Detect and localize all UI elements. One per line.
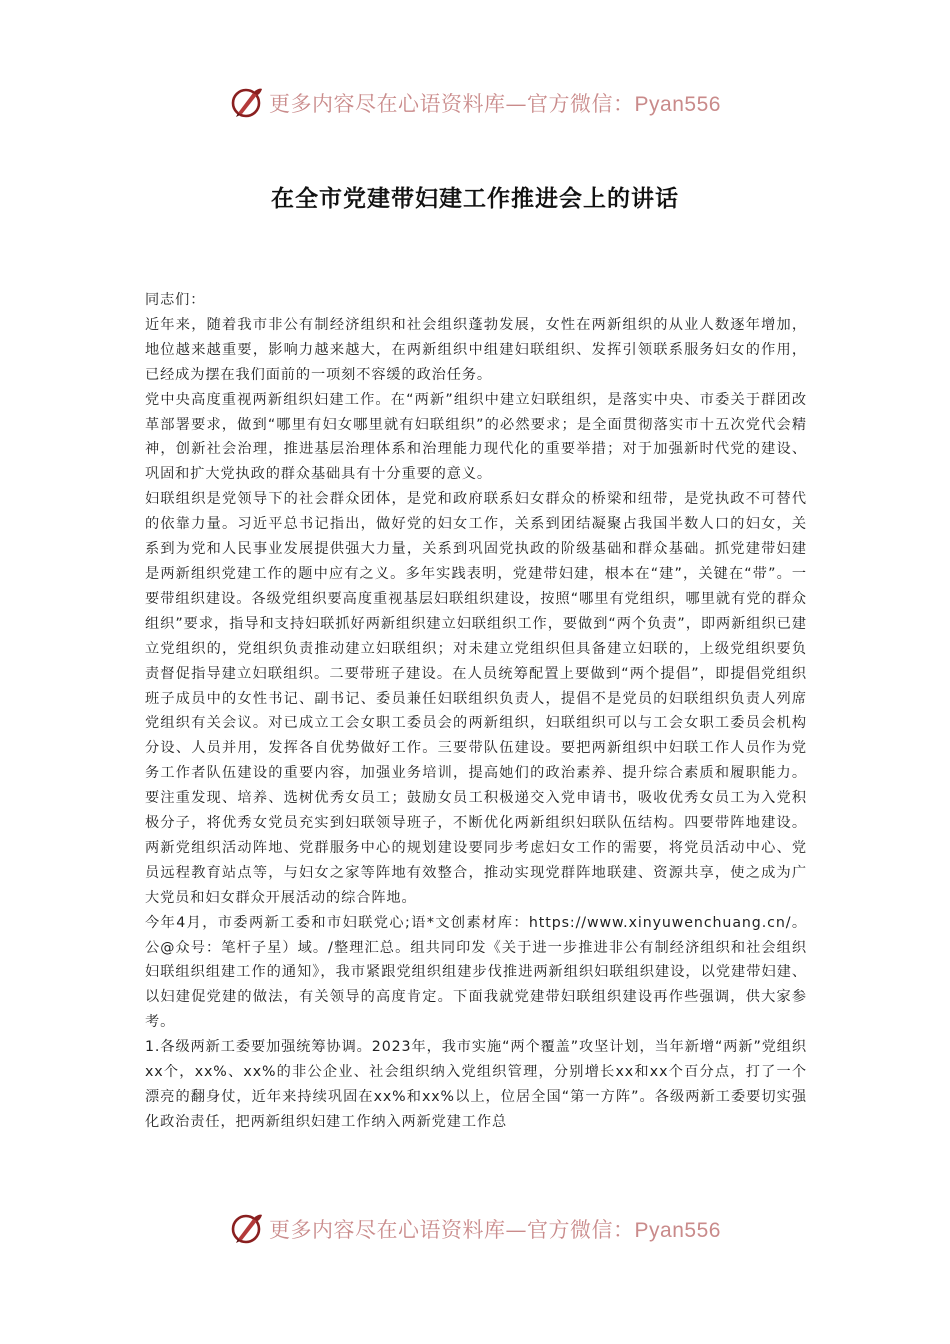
watermark-handle: Pyan556	[634, 93, 721, 116]
watermark-text: 更多内容尽在心语资料库—官方微信：Pyan556	[269, 1218, 721, 1242]
salutation: 同志们：	[145, 292, 206, 308]
document-body	[145, 288, 807, 1135]
watermark-handle: Pyan556	[634, 1219, 721, 1242]
watermark-banner-top	[0, 83, 950, 123]
quill-pen-logo-icon	[229, 1211, 265, 1247]
paragraph-3: 妇联组织是党领导下的社会群众团体，是党和政府联系妇女群众的桥梁和纽带，是党执政不可替代的依靠力量。习近平总书记指出，做好党的妇女工作，关系到团结凝聚占我国半数人口的妇女，关系到为党和人民事业发展提供强大力量，关系到巩固党执政的阶级基础和群众基础。抓党建带妇建是两新组织党建工作的题中应有之义。多年实践表明，党建带妇建，根本在“建”，关键在“带”。一要带组织建设。各级党组织要高度重视基层妇联组织建设，按照“哪里有党组织，哪里就有党的群众组织”要求，指导和支持妇联抓好两新组织建立妇联组织工作，要做到“两个负责”，即两新组织已建立党组织的，党组织负责推动建立妇联组织；对未建立党组织但具备建立妇联的，上级党组织要负责督促指导建立妇联组织。二要带班子建设。在人员统筹配置上要做到“两个提倡”，即提倡党组织班子成员中的女性书记、副书记、委员兼任妇联组织负责人，提倡不是党员的妇联组织负责人列席党组织有关会议。对已成立工会女职工委员会的两新组织，妇联组织可以与工会女职工委员会机构分设、人员并用，发挥各自优势做好工作。三要带队伍建设。要把两新组织中妇联工作人员作为党务工作者队伍建设的重要内容，加强业务培训，提高她们的政治素养、提升综合素质和履职能力。要注重发现、培养、选树优秀女员工；鼓励女员工积极递交入党申请书，吸收优秀女员工为入党积极分子，将优秀女党员充实到妇联领导班子，不断优化两新组织妇联队伍结构。四要带阵地建设。两新党组织活动阵地、党群服务中心的规划建设要同步考虑妇女工作的需要，将党员活动中心、党员远程教育站点等，与妇女之家等阵地有效整合，推动实现党群阵地联建、资源共享，使之成为广大党员和妇女群众开展活动的综合阵地。	[145, 491, 807, 906]
document-title: 在全市党建带妇建工作推进会上的讲话	[271, 186, 679, 212]
watermark-banner-bottom	[0, 1209, 950, 1249]
paragraph-2: 党中央高度重视两新组织妇建工作。在“两新”组织中建立妇联组织，是落实中央、市委关于群团改革部署要求，做到“哪里有妇女哪里就有妇联组织”的必然要求；是全面贯彻落实市十五次党代会精神，创新社会治理，推进基层治理体系和治理能力现代化的重要举措；对于加强新时代党的建设、巩固和扩大党执政的群众基础具有十分重要的意义。	[145, 391, 807, 483]
paragraph-4: 今年4月，市委两新工委和市妇联党心;语*文创素材库：https://www.xinyuwenchuang.cn/。公@众号：笔杆子星）域。/整理汇总。组共同印发《关于进一步推进非公有制经济组织和社会组织妇联组织组建工作的通知》，我市紧跟党组织组建步伐推进两新组织妇联组织建设，以党建带妇建、以妇建促党建的做法，有关领导的高度肯定。下面我就党建带妇联组织建设再作些强调，供大家参考。	[145, 914, 807, 1031]
paragraph-1: 近年来，随着我市非公有制经济组织和社会组织蓬勃发展，女性在两新组织的从业人数逐年增加，地位越来越重要，影响力越来越大，在两新组织中组建妇联组织、发挥引领联系服务妇女的作用，已经成为摆在我们面前的一项刻不容缓的政治任务。	[145, 316, 807, 383]
watermark-text: 更多内容尽在心语资料库—官方微信：Pyan556	[269, 92, 721, 116]
quill-pen-logo-icon	[229, 85, 265, 121]
paragraph-5: 1.各级两新工委要加强统筹协调。2023年，我市实施“两个覆盖”攻坚计划，当年新增“两新”党组织xx个，xx%、xx%的非公企业、社会组织纳入党组织管理，分别增长xx和xx个百分点，打了一个漂亮的翻身仗，近年来持续巩固在xx%和xx%以上，位居全国“第一方阵”。各级两新工委要切实强化政治责任，把两新组织妇建工作纳入两新党建工作总	[145, 1039, 807, 1130]
